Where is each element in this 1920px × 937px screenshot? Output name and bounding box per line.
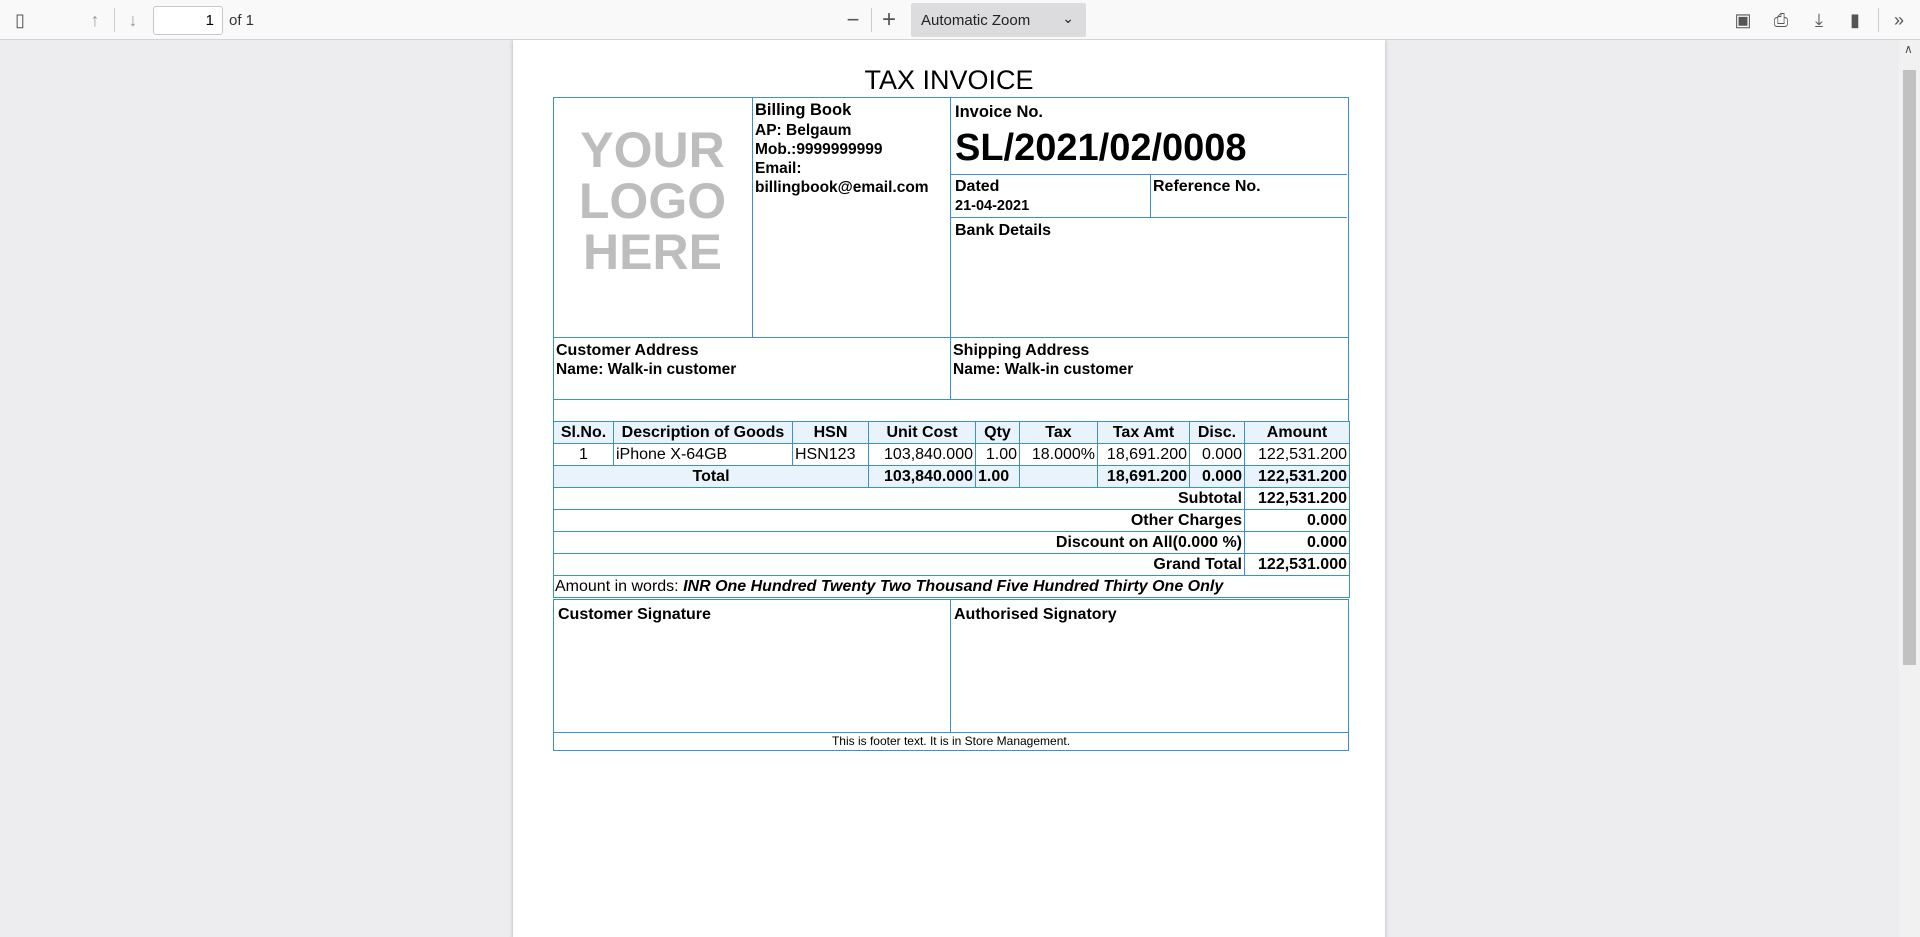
total-row: Total 103,840.000 1.00 18,691.200 0.000 122,531.200 xyxy=(554,466,1350,488)
authorised-signatory-label: Authorised Signatory xyxy=(954,606,1117,623)
footer-text: This is footer text. It is in Store Management. xyxy=(553,732,1349,751)
customer-signature-label: Customer Signature xyxy=(558,606,711,623)
print-icon[interactable]: ⎙ xyxy=(1773,9,1789,30)
presentation-mode-icon[interactable]: ▣ xyxy=(1734,9,1752,30)
amount-in-words-row: Amount in words: INR One Hundred Twenty Two Thousand Five Hundred Thirty One Only xyxy=(554,576,1350,598)
customer-address-label: Customer Address xyxy=(556,342,699,359)
page-number-input[interactable] xyxy=(153,6,223,35)
company-mobile: Mob.:9999999999 xyxy=(755,141,883,158)
table-header: Sl.No. Description of Goods HSN Unit Cost Qty Tax Tax Amt Disc. Amount xyxy=(554,422,1350,444)
zoom-in-button[interactable]: + xyxy=(881,6,896,33)
chevron-down-icon: ⌄ xyxy=(1062,10,1074,26)
zoom-out-button[interactable]: − xyxy=(846,7,860,32)
shipping-name: Name: Walk-in customer xyxy=(953,361,1134,378)
sidebar-toggle-icon[interactable]: ▯ xyxy=(15,9,25,30)
invoice-title: TAX INVOICE xyxy=(864,65,1034,95)
amount-in-words: INR One Hundred Twenty Two Thousand Five Hundred Thirty One Only xyxy=(683,577,1224,595)
items-table xyxy=(553,421,1350,598)
other-charges-row: Other Charges 0.000 xyxy=(554,510,1350,532)
company-name: Billing Book xyxy=(755,101,852,119)
tools-menu-icon[interactable]: » xyxy=(1893,9,1904,30)
page-count: of 1 xyxy=(229,12,255,29)
bank-details-label: Bank Details xyxy=(955,222,1052,239)
scrollbar-thumb[interactable] xyxy=(1903,70,1916,665)
dated-label: Dated xyxy=(955,178,1000,195)
pdf-page xyxy=(513,40,1385,937)
company-email: billingbook@email.com xyxy=(755,179,929,196)
document-viewer xyxy=(0,40,1899,937)
invoice-no: SL/2021/02/0008 xyxy=(955,127,1247,169)
company-email-label: Email: xyxy=(755,160,802,177)
scroll-up-icon[interactable]: ∧ xyxy=(1904,42,1913,56)
discount-row: Discount on All(0.000 %) 0.000 xyxy=(554,532,1350,554)
bookmark-icon[interactable]: ▮ xyxy=(1850,9,1860,30)
company-address: AP: Belgaum xyxy=(755,122,852,139)
pdf-toolbar xyxy=(0,0,1920,40)
shipping-address-label: Shipping Address xyxy=(953,342,1090,359)
reference-label: Reference No. xyxy=(1153,178,1261,195)
customer-name: Name: Walk-in customer xyxy=(556,361,737,378)
invoice-no-label: Invoice No. xyxy=(955,103,1044,121)
table-row: 1 iPhone X-64GB HSN123 103,840.000 1.00 18.000% 18,691.200 0.000 122,531.200 xyxy=(554,444,1350,466)
next-page-button[interactable]: ↓ xyxy=(128,9,138,30)
scrollbar[interactable] xyxy=(1899,40,1920,937)
logo: YOUR LOGO HERE xyxy=(578,122,727,280)
zoom-select[interactable]: Automatic Zoom ⌄ xyxy=(911,3,1086,37)
subtotal-row: Subtotal 122,531.200 xyxy=(554,488,1350,510)
grand-total-row: Grand Total 122,531.000 xyxy=(554,554,1350,576)
download-icon[interactable]: ⤓ xyxy=(1815,9,1823,30)
dated-value: 21-04-2021 xyxy=(955,198,1030,214)
previous-page-button[interactable]: ↑ xyxy=(90,9,100,30)
